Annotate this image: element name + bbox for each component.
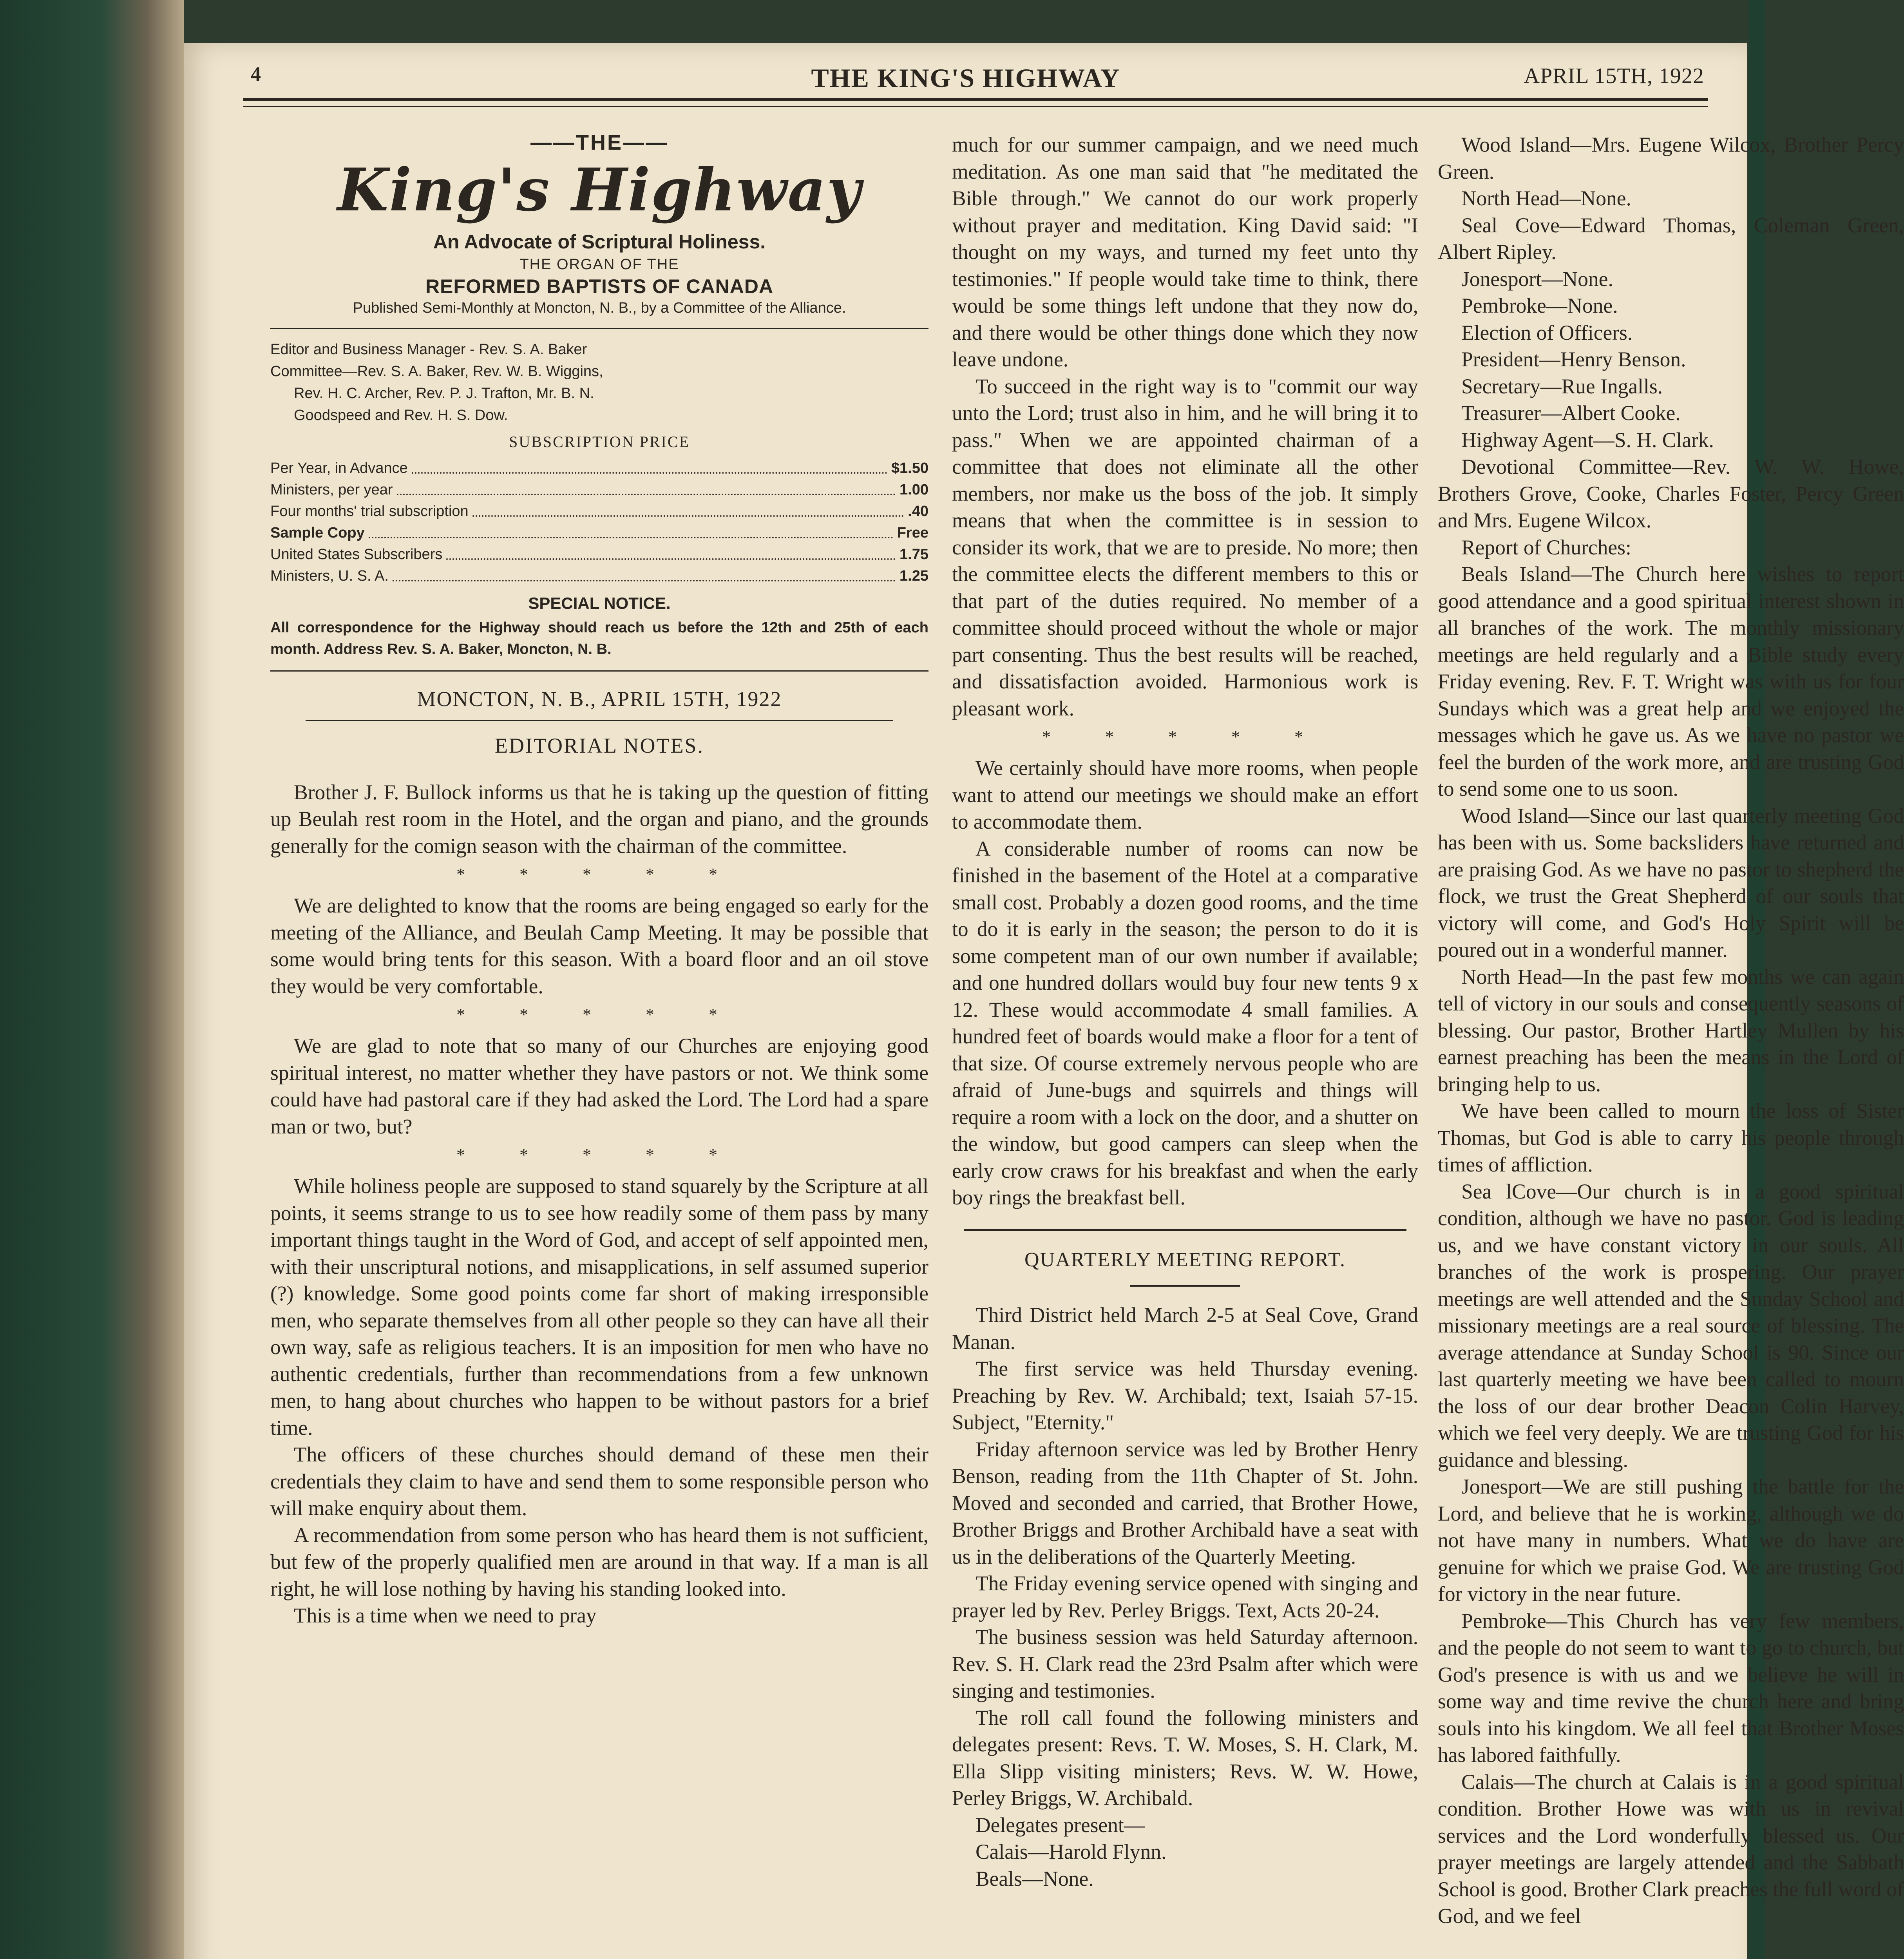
paragraph: Beals—None. [976, 1867, 1094, 1890]
price-value: 1.75 [900, 546, 928, 563]
leader-dots [446, 544, 896, 560]
paragraph: Treasurer—Albert Cooke. [1461, 401, 1681, 425]
paragraph: Brother J. F. Bullock informs us that he is taking up the question of fitting up Beulah rest room in the Hotel, and the organ and piano, and the grounds generally for the comign season with the chairman of the committee. [270, 780, 928, 858]
price-label: Ministers, per year [270, 482, 393, 498]
price-value: $1.50 [891, 460, 928, 476]
leader-dots [412, 458, 887, 474]
paragraph: Third District held March 2-5 at Seal Cove, Grand Manan. [952, 1303, 1418, 1354]
committee-line-2: Rev. H. C. Archer, Rev. P. J. Trafton, Mr. B. N. [294, 385, 594, 402]
paragraph: Pembroke—This Church has very few members, and the people do not seem to want to go to church, but God's presence is with us and we believe he will in some way and time revive the church here and bring souls into his kingdom. We all feel that Brother Moses has labored faithfully. [1438, 1609, 1904, 1767]
price-row [270, 479, 928, 501]
header-rule-thin [243, 106, 1708, 107]
price-row [270, 565, 928, 587]
paragraph: Devotional Committee—Rev. W. W. Howe, Brothers Grove, Cooke, Charles Foster, Percy Green and Mrs. Eugene Wilcox. [1438, 455, 1904, 532]
paragraph: North Head—None. [1461, 186, 1631, 210]
price-label: Per Year, in Advance [270, 460, 408, 476]
masthead-tagline: An Advocate of Scriptural Holiness. [433, 230, 766, 253]
price-row [270, 458, 928, 479]
star-separator: * * * * * [456, 1145, 742, 1164]
paragraph: Jonesport—We are still pushing the battle for the Lord, and believe that he is working, although we do not have many in numbers. What we do have are genuine for which we praise God. We are trusting God for victory in the near future. [1438, 1475, 1904, 1606]
quarterly-heading: QUARTERLY MEETING REPORT. [1024, 1248, 1346, 1271]
divider [270, 328, 928, 329]
paragraph: Report of Churches: [1461, 535, 1631, 559]
paragraph: Election of Officers. [1461, 320, 1633, 344]
committee-line-3: Goodspeed and Rev. H. S. Dow. [294, 407, 508, 424]
book-binding [0, 0, 184, 1959]
masthead-title: King's Highway [337, 155, 862, 225]
star-separator: * * * * * [1042, 727, 1328, 746]
star-separator: * * * * * [456, 1005, 742, 1024]
price-label: Ministers, U. S. A. [270, 568, 389, 584]
subscription-table [270, 458, 928, 587]
divider [306, 720, 893, 721]
newspaper-page [184, 43, 1904, 1959]
editor-line: Editor and Business Manager - Rev. S. A. Baker [270, 341, 587, 358]
price-row [270, 501, 928, 522]
column-2 [952, 131, 1418, 1892]
paragraph: Highway Agent—S. H. Clark. [1461, 428, 1714, 452]
masthead-the: ——THE—— [530, 131, 668, 154]
committee-line-1: Committee—Rev. S. A. Baker, Rev. W. B. Wiggins, [270, 363, 603, 380]
paragraph: Wood Island—Since our last quarterly meeting God has been with us. Some backsliders have returned and are praising God. As we have no pastor to shepherd the flock, we trust the Great Shepherd of our souls that victory will come, and God's Holy Spirit will be poured out in a wonderful manner. [1438, 804, 1904, 961]
paragraph: To succeed in the right way is to "commit our way unto the Lord; trust also in him, and he will bring it to pass." When we are appointed chairman of a committee that does not eliminate all the other members, nor make us the boss of the job. It simply means that when the committee is in session to consider its work, that we are to preside. No more; then the committee elects the different members to this or that part of the duties required. No member of a committee should proceed without the whole or major part consenting. Thus the best results will be reached, and dissatisfaction avoided. Harmonious work is pleasant work. [952, 374, 1418, 720]
paragraph: much for our summer campaign, and we need much meditation. As one man said that "he meditated the Bible through." We cannot do our work properly without prayer and meditation. King David said: "I thought on my ways, and turned my feet unto thy testimonies." If people would take time to think, there would be some things left undone that they now do, and there would be other things done which they now leave undone. [952, 133, 1418, 371]
price-value: 1.00 [900, 482, 928, 498]
paragraph: The officers of these churches should demand of these men their credentials they claim to have and send them to some responsible person who will make enquiry about them. [270, 1443, 928, 1520]
paragraph: Wood Island—Mrs. Eugene Wilcox, Brother Percy Green. [1438, 133, 1904, 183]
paragraph: A recommendation from some person who has heard them is not sufficient, but few of the properly qualified men are around in that way. If a man is all right, he will lose nothing by having his standing looked into. [270, 1523, 928, 1601]
masthead-published: Published Semi-Monthly at Moncton, N. B., by a Committee of the Alliance. [353, 299, 846, 316]
running-header [184, 63, 1747, 98]
paragraph: Friday afternoon service was led by Brother Henry Benson, reading from the 11th Chapter of St. John. Moved and seconded and carried, that Brother Howe, Brother Briggs and Brother Archibald have a seat with us in the deliberations of the Quarterly Meeting. [952, 1437, 1418, 1568]
dateline: MONCTON, N. B., APRIL 15TH, 1922 [417, 687, 782, 711]
masthead [270, 129, 928, 318]
paragraph: Secretary—Rue Ingalls. [1461, 374, 1663, 398]
leader-dots [397, 479, 896, 495]
paragraph: Calais—Harold Flynn. [976, 1840, 1167, 1863]
publication-title: THE KING'S HIGHWAY [811, 63, 1120, 93]
leader-dots [369, 522, 893, 538]
page-number: 4 [251, 63, 261, 85]
price-label: United States Subscribers [270, 546, 443, 563]
paragraph: Jonesport—None. [1461, 267, 1613, 291]
paragraph: Pembroke—None. [1461, 294, 1618, 317]
paragraph: The business session was held Saturday afternoon. Rev. S. H. Clark read the 23rd Psalm after which were singing and testimonies. [952, 1625, 1418, 1702]
column-3 [1438, 131, 1904, 1930]
paragraph: Beals Island—The Church here wishes to report good attendance and a good spiritual interest shown in all branches of the work. The monthly missionary meetings are held regularly and a Bible study every Friday evening. Rev. F. T. Wright was with us for four Sundays which was a great help and we enjoyed the messages which he gave us. As we have no pastor we feel the burden of the work more, and are trusting God to send some one to us soon. [1438, 562, 1904, 800]
price-value: 1.25 [900, 568, 928, 584]
header-rule [243, 98, 1708, 101]
masthead-denomination: REFORMED BAPTISTS OF CANADA [425, 275, 774, 297]
price-row [270, 544, 928, 565]
paragraph: We are delighted to know that the rooms are being engaged so early for the meeting of the Alliance, and Beulah Camp Meeting. It may be possible that some would bring tents for this season. With a board floor and an oil stove they would be very comfortable. [270, 894, 928, 998]
paragraph: The first service was held Thursday evening. Preaching by Rev. W. Archibald; text, Isaiah 57-15. Subject, "Eternity." [952, 1357, 1418, 1434]
leader-dots [393, 565, 896, 581]
paragraph: President—Henry Benson. [1461, 348, 1686, 371]
masthead-organ: THE ORGAN OF THE [519, 256, 679, 273]
section-rule [964, 1229, 1406, 1231]
paragraph: Calais—The church at Calais is in a good spiritual condition. Brother Howe was with us in revival services and the Lord wonderfully blessed us. Our prayer meetings are largely attended and the Sabbath School is good. Brother Clark preaches the full word of God, and we feel [1438, 1770, 1904, 1928]
star-separator: * * * * * [456, 865, 742, 884]
paragraph: We certainly should have more rooms, when people want to attend our meetings we should make an effort to accommodate them. [952, 756, 1418, 833]
subscription-heading: SUBSCRIPTION PRICE [509, 433, 690, 451]
price-row [270, 522, 928, 544]
editorial-heading: EDITORIAL NOTES. [495, 734, 704, 757]
special-notice-heading: SPECIAL NOTICE. [528, 594, 671, 612]
paragraph: This is a time when we need to pray [294, 1604, 597, 1627]
paragraph: The Friday evening service opened with singing and prayer led by Rev. Perley Briggs. Text, Acts 20-24. [952, 1572, 1418, 1622]
paragraph: Sea lCove—Our church is in a good spiritual condition, although we have no pastor. God is leading us, and we have constant victory in our souls. All branches of the work is prospering. Our prayer meetings are well attended and the Sunday School and missionary meetings are a real source of blessing. The average attendance at Sunday School is 90. Since our last quarterly meeting we have been called to mourn the loss of our dear brother Deacon Colin Harvey, which we feel very deeply. We are trusting God for his guidance and blessing. [1438, 1179, 1904, 1472]
price-value: .40 [908, 503, 928, 520]
price-value: Free [897, 525, 928, 541]
special-notice-body: All correspondence for the Highway should reach us before the 12th and 25th of each month. Address Rev. S. A. Baker, Moncton, N. B. [270, 619, 928, 657]
price-label: Four months' trial subscription [270, 503, 469, 520]
paragraph: Delegates present— [976, 1813, 1145, 1837]
issue-date: APRIL 15TH, 1922 [1524, 64, 1704, 88]
short-rule [1130, 1285, 1240, 1287]
paragraph: We have been called to mourn the loss of Sister Thomas, but God is able to carry his people through times of affliction. [1438, 1099, 1904, 1176]
staff-box [270, 339, 928, 426]
paragraph: The roll call found the following ministers and delegates present: Revs. T. W. Moses, S. H. Clark, M. Ella Slipp visiting ministers; Revs. W. W. Howe, Perley Briggs, W. Archibald. [952, 1706, 1418, 1810]
paragraph: A considerable number of rooms can now be finished in the basement of the Hotel at a comparative small cost. Probably a dozen good rooms, and the time to do it is early in the season; the person to do it is some competent man of our own number if available; and one hundred dollars would buy four new tents 9 x 12. These would accommodate 4 small families. A hundred feet of boards would make a floor for a tent of that size. Of course extremely nervous people who are afraid of June-bugs and squirrels and things will require a room with a lock on the door, and a shutter on the window, but good campers can sleep when the early crow craws for his breakfast and when the early boy rings the breakfast bell. [952, 836, 1418, 1209]
paragraph: Seal Cove—Edward Thomas, Coleman Green, Albert Ripley. [1438, 213, 1904, 264]
price-label: Sample Copy [270, 525, 365, 541]
paragraph: North Head—In the past few months we can again tell of victory in our souls and consequently seasons of blessing. Our pastor, Brother Hartley Mullen by his earnest preaching has been the means in the Lord of bringing help to us. [1438, 965, 1904, 1096]
leader-dots [472, 501, 904, 517]
divider [270, 670, 928, 672]
paragraph: While holiness people are supposed to stand squarely by the Scripture at all points, it seems strange to us to see how readily some of them pass by many important things taught in the Word of God, and accept of self appointed men, with their unscriptural notions, and misapplications, in self assumed superior (?) knowledge. Some good points come far short of making irresponsible men, who separate themselves from all other people so they can have all their own way, safe as religious teachers. It is an imposition for men who have no authentic credentials, further than recommendations from a few unknown men, to hang about churches who happen to be without pastors for a brief time. [270, 1174, 928, 1439]
paragraph: We are glad to note that so many of our Churches are enjoying good spiritual interest, no matter whether they have pastors or not. We think some could have had pastoral care if they had asked the Lord. The Lord had a spare man or two, but? [270, 1034, 928, 1138]
column-1 [270, 129, 928, 1629]
